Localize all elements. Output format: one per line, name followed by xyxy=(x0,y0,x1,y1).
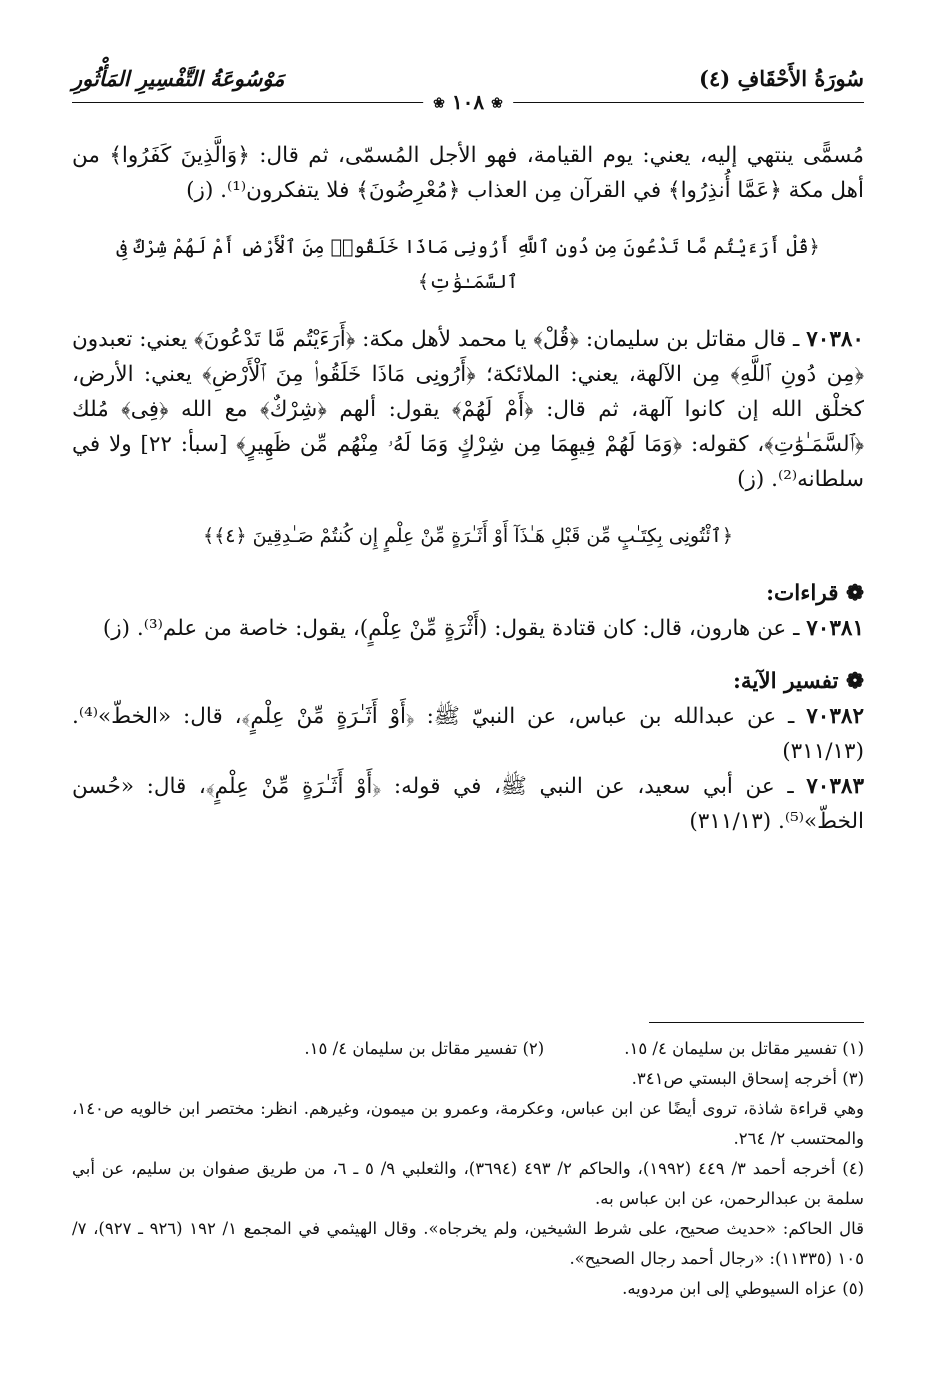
ornament-icon: ❀ xyxy=(491,95,503,112)
narration-number: ٧٠٣٨٠ xyxy=(806,327,864,352)
footnote: (٤) أخرجه أحمد ٣/ ٤٤٩ (١٩٩٢)، والحاكم ٢/ ٤٩٣ (٣٦٩٤)، والثعلبي ٩/ ٥ ـ ٦، من طريق صفوان بن سليم، عن أبي سلمة بن عبدالرحمن، عن ابن عباس به. xyxy=(72,1159,864,1208)
footnote: (٣) أخرجه إسحاق البستي ص٣٤١. xyxy=(631,1069,864,1088)
footnote: (١) تفسير مقاتل بن سليمان ٤/ ١٥. xyxy=(624,1039,864,1058)
page-number-value: ١٠٨ xyxy=(451,90,485,114)
main-text xyxy=(72,138,864,839)
section-heading: ❁ تفسير الآية: xyxy=(732,669,864,694)
text-line: من أهل مكة ﴿عَمَّا أُنذِرُوا﴾ في القرآن مِن العذاب ﴿مُعْرِضُونَ﴾ فلا يتفكرون⁽¹⁾. (ز) xyxy=(72,143,864,203)
footnote-row xyxy=(72,1034,864,1064)
footnote: وهي قراءة شاذة، تروى أيضًا عن ابن عباس، وعكرمة، وعمرو بن ميمون، وغيرهم. انظر: مختصر ابن خالويه ص١٤٠، والمحتسب ٢/ ٢٦٤. xyxy=(72,1099,864,1148)
quran-verse: ﴿قُلْ أَرَءَيْتُم مَّا تَدْعُونَ مِن دُونِ ٱللَّهِ أَرُونِى مَاذَا خَلَقُوا۟ مِنَ ٱلْأَرْضِ أَمْ لَهُمْ شِرْكٌ فِى ٱلسَّمَـٰوَٰتِ﴾ xyxy=(116,236,820,293)
narration-number: ٧٠٣٨١ xyxy=(806,616,864,641)
narration-text: ـ عن هارون، قال: كان قتادة يقول: (أَثْرَةٍ مِّنْ عِلْمٍ)، يقول: خاصة من علم⁽³⁾. (ز) xyxy=(102,616,800,641)
series-title: مَوْسُوعَةُ التَّفْسِيرِ المَأْثُورِ xyxy=(72,65,285,91)
narration-70380 xyxy=(72,322,864,497)
footnote-rule xyxy=(649,1022,864,1023)
surah-title: سُورَةُ الأَحْقَافِ (٤) xyxy=(699,65,864,91)
narration-70383 xyxy=(72,769,864,839)
quran-verse: ﴿ٱئْتُونِى بِكِتَـٰبٍ مِّن قَبْلِ هَـٰذَآ أَوْ أَثَـٰرَةٍ مِّنْ عِلْمٍ إِن كُنتُمْ صَـٰدِقِينَ ﴿٤﴾﴾ xyxy=(202,525,734,547)
page-number xyxy=(423,90,513,114)
footnote: (٥) عزاه السيوطي إلى ابن مردويه. xyxy=(622,1279,864,1298)
narration-text: ـ عن عبدالله بن عباس، عن النبيّ ﷺ: ﴿أَوْ أَثَـٰرَةٍ مِّنْ عِلْمٍ﴾، قال: «الخطّ»⁽⁴⁾. (٣١١/١٣) xyxy=(72,704,864,764)
footnotes xyxy=(72,1034,864,1304)
narration-text: ـ قال مقاتل بن سليمان: ﴿قُلْ﴾ يا محمد لأهل مكة: ﴿أَرَءَيْتُم مَّا تَدْعُونَ﴾ يعني: تعبدون ﴿مِن دُونِ ٱللَّهِ﴾ مِن الآلهة، يعني: الملائكة؛ ﴿أَرُونِى مَاذَا خَلَقُوا۟ مِنَ ٱلْأَرْضِ﴾ يعني: الأرض، كخلْق الله إن كانوا آلهة، ثم قال: ﴿أَمْ لَهُمْ﴾ يقول: ألهم ﴿شِرْكٌ﴾ مع الله ﴿فِى﴾ مُلك ﴿ٱلسَّمَـٰوَٰتِ﴾، كقوله: ﴿وَمَا لَهُمْ فِيهِمَا مِن شِرْكٍ وَمَا لَهُۥ مِنْهُم مِّن ظَهِيرٍ﴾ [سبأ: ٢٢] ولا في سلطانه⁽²⁾. (ز) xyxy=(72,327,864,492)
narration-text: ـ عن أبي سعيد، عن النبي ﷺ، في قوله: ﴿أَوْ أَثَـٰرَةٍ مِّنْ عِلْمٍ﴾، قال: «حُسن الخطّ»⁽⁵⁾. (٣١١/١٣) xyxy=(72,774,864,834)
ornament-icon: ❀ xyxy=(433,95,445,112)
narration-70381 xyxy=(72,611,864,646)
narration-number: ٧٠٣٨٣ xyxy=(806,774,864,799)
paragraph xyxy=(72,138,864,208)
section-heading: ❁ قراءات: xyxy=(766,581,864,606)
narration-70382 xyxy=(72,699,864,769)
text-line: مُسمًّى ينتهي إليه، يعني: يوم القيامة، فهو الأجل المُسمّى، ثم قال: ﴿وَالَّذِينَ كَفَرُوا﴾ xyxy=(109,143,864,168)
narration-number: ٧٠٣٨٢ xyxy=(806,704,864,729)
footnote: قال الحاكم: «حديث صحيح، على شرط الشيخين، ولم يخرجاه». وقال الهيثمي في المجمع ١/ ١٩٢ (٩٢٦ ـ ٩٢٧)، ٧/ ١٠٥ (١١٣٣٥): «رجال أحمد رجال الصحيح». xyxy=(72,1219,865,1268)
footnote: (٢) تفسير مقاتل بن سليمان ٤/ ١٥. xyxy=(304,1039,545,1058)
